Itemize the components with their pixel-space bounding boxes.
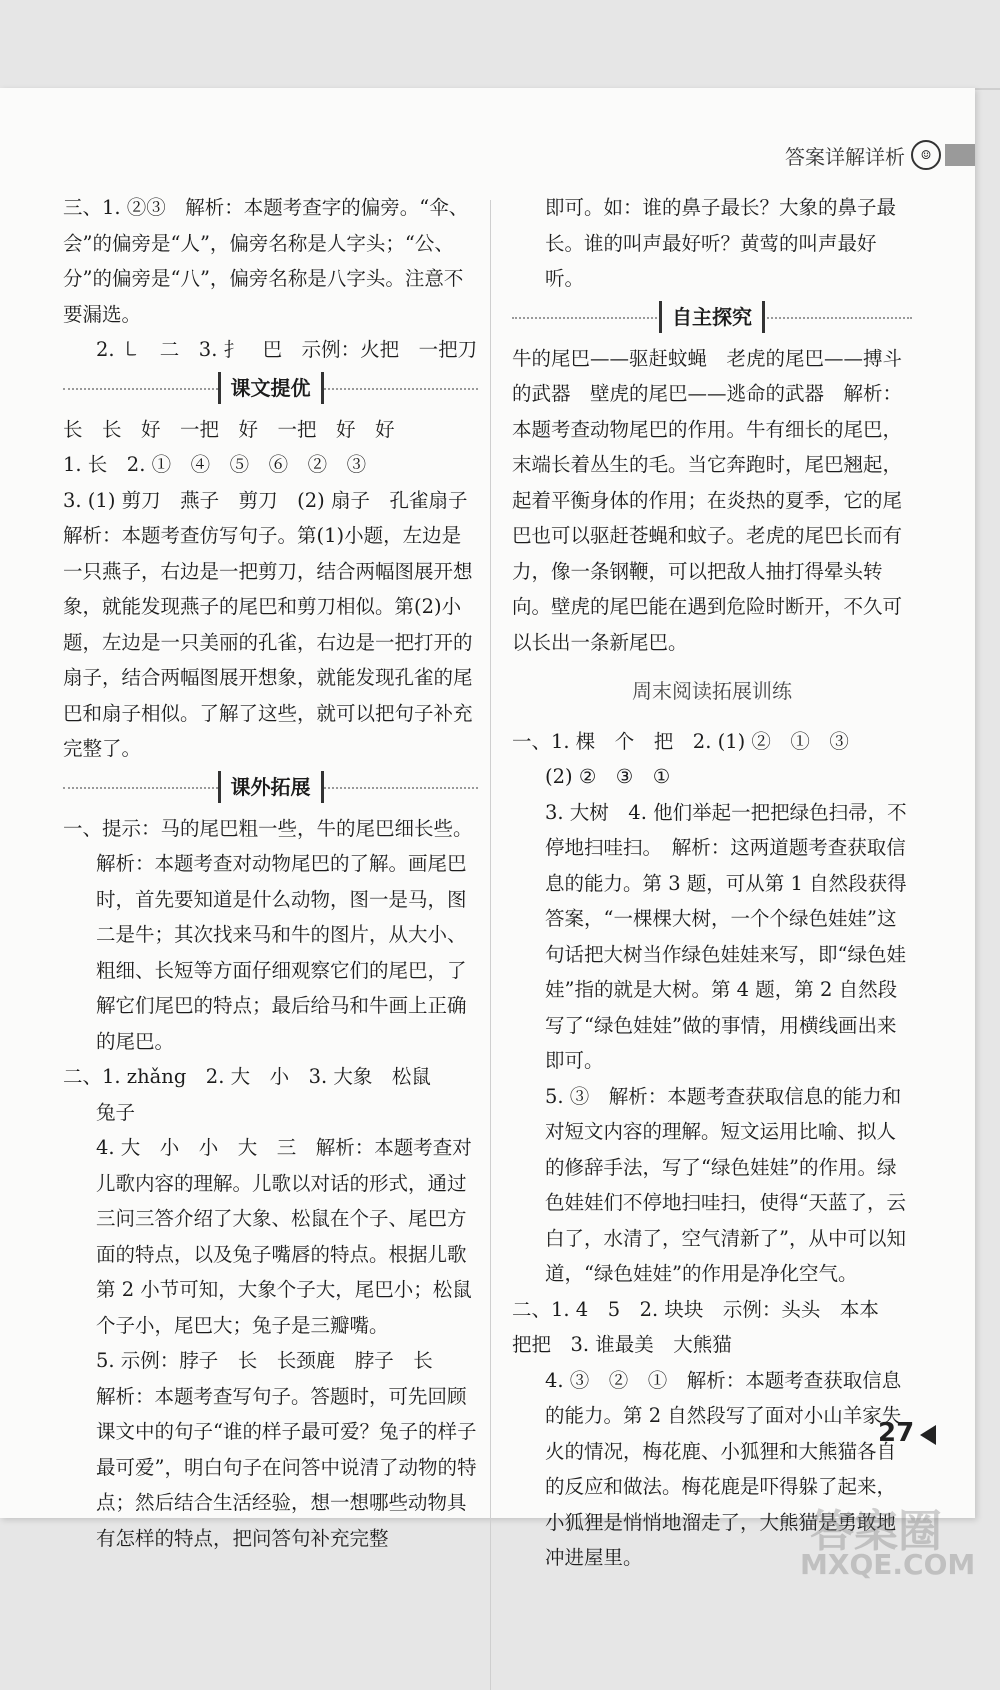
page-number: 27 <box>878 1418 915 1448</box>
header-title: 答案详解详析 <box>785 144 905 169</box>
section-label: 自主探究 <box>659 301 765 333</box>
section-title: 周末阅读拓展训练 <box>632 679 792 703</box>
header-tab-bar <box>945 144 975 166</box>
page-arrow-icon <box>920 1425 936 1445</box>
answer-paragraph: 4. 大 小 小 大 三 解析：本题考查对儿歌内容的理解。儿歌以对话的形式，通过三问三答介绍了大象、松鼠在个子、尾巴方面的特点，以及兔子嘴唇的特点。根据儿歌第 2 小节可知，大象个子大，尾巴小；松鼠个子小，尾巴大；兔子是三瓣嘴。 <box>96 1136 472 1337</box>
answer-line: 长 长 好 一把 好 一把 好 好 <box>63 417 395 441</box>
answer-line: 二、1. zhǎng 2. 大 小 3. 大象 松鼠 <box>63 1065 431 1088</box>
section-label: 课外拓展 <box>218 771 324 803</box>
answer-paragraph: 5. ③ 解析：本题考查获取信息的能力和对短文内容的理解。短文运用比喻、拟人的修辞手法，写了“绿色娃娃”的作用。绿色娃娃们不停地扫哇扫，使得“天蓝了，云白了，水清了，空气清新了”，从中可以知道，“绿色娃娃”的作用是净化空气。 <box>545 1084 906 1285</box>
right-column <box>512 190 915 1576</box>
answer-paragraph: 二、1. 4 5 2. 块块 示例：头头 本本 把把 3. 谁最美 大熊猫 <box>512 1297 899 1356</box>
answer-paragraph: 牛的尾巴——驱赶蚊蝇 老虎的尾巴——搏斗的武器 壁虎的尾巴——逃命的武器 解析：本题考查动物尾巴的作用。牛有细长的尾巴，末端长着丛生的毛。当它奔跑时，尾巴翘起，起着平衡身体的作用；在炎热的夏季，它的尾巴也可以驱赶苍蝇和蚊子。老虎的尾巴长而有力，像一条钢鞭，可以把敌人抽打得晕头转向。壁虎的尾巴能在遇到危险时断开，不久可以长出一条新尾巴。 <box>512 346 903 654</box>
section-header-kewai <box>63 769 478 807</box>
answer-paragraph: 4. ③ ② ① 解析：本题考查获取信息的能力。第 2 自然段写了面对小山羊家失火的情况，梅花鹿、小狐狸和大熊猫各自的反应和做法。梅花鹿是吓得躲了起来，小狐狸是悄悄地溜走了，大熊猫是勇敢地冲进屋里。 <box>545 1368 902 1569</box>
answer-line: 5. 示例：脖子 长 长颈鹿 脖子 长 <box>96 1349 433 1372</box>
answer-line: 1. 长 2. ① ④ ⑤ ⑥ ② ③ <box>63 453 367 476</box>
smiley-icon: ☺ <box>911 140 941 170</box>
answer-3-2: 2. ㇄ 二 3. 扌 巴 示例：火把 一把刀 <box>96 338 478 361</box>
answer-paragraph: 3. (1) 剪刀 燕子 剪刀 (2) 扇子 孔雀扇子 解析：本题考查仿写句子。第(1)小题，左边是一只燕子，右边是一把剪刀，结合两幅图展开想象，就能发现燕子的尾巴和剪刀相似。第(2)小题，左边是一只美丽的孔雀，右边是一把打开的扇子，结合两幅图展开想象，就能发现孔雀的尾巴和扇子相似。了解了这些，就可以把句子补充完整了。 <box>63 488 487 760</box>
watermark-url: MXQE.COM <box>800 1548 976 1581</box>
answer-line: (2) ② ③ ① <box>545 765 671 788</box>
section-header-kewen <box>63 370 478 408</box>
page-header <box>785 140 975 170</box>
answer-3-1: 三、1. ②③ 解析：本题考查字的偏旁。“伞、会”的偏旁是“人”，偏旁名称是人字头；“公、分”的偏旁是“八”，偏旁名称是八字头。注意不要漏选。 <box>63 196 469 326</box>
section-header-zizhu <box>512 299 912 337</box>
left-column <box>63 190 487 1556</box>
answer-paragraph: 解析：本题考查对动物尾巴的了解。画尾巴时，首先要知道是什么动物，图一是马，图二是牛；其次找来马和牛的图片，从大小、粗细、长短等方面仔细观察它们的尾巴，了解它们尾巴的特点；最后给马和牛画上正确的尾巴。 <box>96 852 467 1053</box>
answer-paragraph: 即可。如：谁的鼻子最长？大象的鼻子最长。谁的叫声最好听？黄莺的叫声最好听。 <box>545 196 897 290</box>
answer-line: 一、提示：马的尾巴粗一些，牛的尾巴细长些。 <box>63 816 473 840</box>
column-divider <box>490 200 491 1690</box>
answer-line: 一、1. 棵 个 把 2. (1) ② ① ③ <box>512 729 849 753</box>
answer-line: 兔子 <box>96 1100 136 1124</box>
answer-paragraph: 解析：本题考查写句子。答题时，可先回顾课文中的句子“谁的样子最可爱？兔子的样子最可爱”，明白句子在问答中说清了动物的特点；然后结合生活经验，想一想哪些动物具有怎样的特点，把问答句补充完整 <box>96 1384 477 1550</box>
watermark-logo: 答案圈 <box>810 1506 942 1557</box>
section-label: 课文提优 <box>218 372 324 404</box>
answer-paragraph: 3. 大树 4. 他们举起一把把绿色扫帚，不停地扫哇扫。 解析：这两道题考查获取信息的能力。第 3 题，可从第 1 自然段获得答案，“一棵棵大树，一个个绿色娃娃”这句话把大树当作绿色娃娃来写，即“绿色娃娃”指的就是大树。第 4 题，第 2 自然段写了“绿色娃娃”做的事情，用横线画出来即可。 <box>545 800 907 1072</box>
